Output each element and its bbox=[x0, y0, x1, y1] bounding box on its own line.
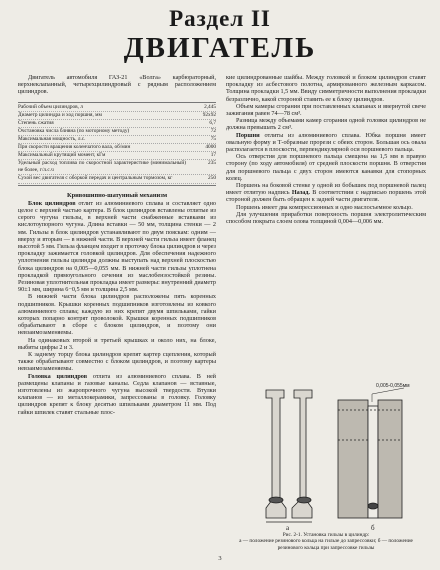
spec-row bbox=[18, 175, 216, 183]
spec-label: Очстановка числа блнвна (по моторному методу) bbox=[18, 127, 130, 134]
lead-pistons: Поршни bbox=[236, 131, 260, 139]
paragraph-mark bbox=[226, 182, 426, 204]
paragraph-pin-offset: Ось отверстия для поршневого пальца смещена на 1,5 мм в правую сторону (по ходу автомобиля) от средней плоскости поршня. В отверстия для поршневого пальца с двух сторон имеются канавки для стопорных колец. bbox=[226, 153, 426, 182]
liner-a-drawing bbox=[266, 390, 312, 522]
paragraph-washers: кие цилиндрованные шайбы. Между головкой и блоком цилиндров ставят прокладку из асбестового полотна, армированного железным каркасом. Толщина прокладки 1,5 мм. Ввиду симметричности выполнения прокладки безразлично, какой стороной ставить ее к блоку цилиндров. bbox=[226, 74, 426, 103]
figure-label-b: б bbox=[371, 524, 375, 532]
spec-value: 75 bbox=[210, 135, 216, 142]
spec-value: 235 bbox=[208, 160, 216, 167]
spec-label: Степень сжатия bbox=[18, 119, 54, 126]
spec-row bbox=[18, 112, 216, 120]
spec-value: 250 bbox=[208, 175, 216, 182]
paragraph-bearings: В нижней части блока цилиндров расположены пять коренных подшипников. Крышки коренных подшипников изготовлены из ковкого алюминиевого сплава; каждую из них крепят двумя шпильками, гайки которых попарно контрят проволокой. Крышки коренных подшипников обрабатывают в сборе с блоком цилиндров, и поэтому они невзаимозаменяемы. bbox=[18, 293, 216, 337]
subheading-crank: Кривошипно-шатунный механизм bbox=[66, 191, 168, 199]
spec-label: Удельный расход топлива по скоростной характеристике (минимальный) не более, г/л.с.ч bbox=[18, 160, 186, 174]
lead-head: Головка цилиндров bbox=[28, 372, 88, 380]
spec-label: Максимальная мощность, л.с. bbox=[18, 135, 86, 142]
spec-label: При скорости вращения коленчатого вала, об/мин bbox=[18, 144, 131, 151]
page-number: 3 bbox=[218, 555, 222, 562]
spec-value: 2,445 bbox=[204, 103, 216, 110]
paragraph-pistons bbox=[226, 132, 426, 154]
section-title: Раздел II bbox=[169, 6, 271, 31]
spec-label: Сухой вес двигателя с оборкой передач и центральным тормозом, кг bbox=[18, 175, 173, 182]
paragraph-caps: На одинаковых второй и третьей крышках и около них, на блоке, выбиты цифры 2 и 3. bbox=[18, 336, 216, 351]
left-column bbox=[18, 74, 216, 416]
spec-row bbox=[18, 104, 216, 112]
paragraph-chamber: Объем камеры сгорания при поставленных клапанах и ввернутой свече зажигания равен 74—78 см³. bbox=[226, 102, 426, 118]
spec-row bbox=[18, 128, 216, 136]
paragraph-chamber-diff: Разница между объемами камер сгорания одной головки цилиндров не должна превышать 2 см³. bbox=[226, 117, 426, 132]
paragraph-tin: Для улучшения приработки поверхность поршня электролитическим способом покрыта слоем олова толщиной 0,004—0,006 мм. bbox=[226, 210, 426, 226]
paragraph-block-text: отлит из алюминиевого сплава и составляет одно целое с верхней частью картера. В блок цилиндров вставлены отлитые из серого чугуна гильзы, в верхней части снабженные вставками из кислотоупорного чугуна. Длина вставки — 50 мм, толщина стенки — 2 мм. Гильзы в блок цилиндров устанавливают по двум пояскам: одним — вверху и вторым — в нижней части. В верхней части гильза имеет фланец высотой 5 мм. Гильза фланцем входит в проточку блока цилиндров и через прокладку зажимается головкой цилиндров. Для обеспечения надежного уплотнения гильзы цилиндра должны выступать над верхней плоскостью блока цилиндров на 0,005—0,055 мм. В нижней части гильзы уплотнена прокладкой прямоугольного сечения из маслобензостойкой резины. Резиновая уплотнительная прокладка имеет размеры: внутренний диаметр 90±1 мм, ширина 6−0,5 мм и толщина 2,5 мм. bbox=[18, 199, 216, 294]
spec-value: 4000 bbox=[205, 144, 216, 151]
figure-tolerance-label: 0,005-0,055мм bbox=[376, 383, 410, 389]
spec-label: Максимальный крутящий момент, кГм bbox=[18, 152, 106, 159]
spec-table bbox=[18, 102, 216, 186]
paragraph-head bbox=[18, 373, 216, 416]
lead-nazad: Назад. bbox=[291, 189, 310, 197]
paragraph-head-text: отлита из алюминиевого сплава. В ней размещены клапаны и газовые каналы. Седла клапанов — вставные, изготовлены из жаропрочного чугуна высокой твердости. Втулки клапанов — из металлокерамики, запрессованы в головку. Головку цилиндров крепят к блоку десятью шпильками диаметром 11 мм. Под гайки шпилек ставят стальные плос- bbox=[18, 372, 216, 416]
spec-row bbox=[18, 160, 216, 175]
spec-label: Диаметр цилиндра и ход поршня, мм bbox=[18, 111, 102, 118]
spec-value: 72 bbox=[210, 127, 216, 134]
spec-row bbox=[18, 120, 216, 128]
paragraph-block bbox=[18, 200, 216, 294]
intro-paragraph: Двигатель автомобиля ГАЗ-21 «Волга» карбюраторный, верхнеклапанный, четырехцилиндровый с рядным расположением цилиндров. bbox=[18, 74, 216, 96]
figure-caption bbox=[226, 532, 426, 551]
lead-block: Блок цилиндров bbox=[28, 199, 76, 207]
spec-value: 92х92 bbox=[202, 111, 216, 118]
liner-b-drawing bbox=[338, 388, 404, 518]
chapter-title: ДВИГАТЕЛЬ bbox=[123, 32, 317, 64]
paragraph-pistons-text: отлиты из алюминиевого сплава. Юбка поршня имеет овальную форму и Т-образные прорези с обеих сторон. Большая ось овала располагается в плоскости, перпендикулярной оси поршневого пальца. bbox=[226, 131, 427, 154]
spec-row bbox=[18, 144, 216, 152]
figure-caption-title: Рис. 2-1. Установка гильзы в цилиндр: bbox=[282, 532, 370, 538]
figure-liner bbox=[226, 380, 426, 532]
spec-value: 17 bbox=[210, 152, 216, 159]
spec-label: Рабочий объем цилиндров, л bbox=[18, 103, 83, 110]
paragraph-rings: Поршень имеет два компрессионных и одно маслосъемное кольцо. bbox=[236, 203, 413, 211]
spec-row bbox=[18, 136, 216, 144]
spec-value: 6,7 bbox=[209, 119, 216, 126]
paragraph-mark-a: Поршень на боковой стенке у одной из бобышек под поршневой палец имеет отлитую надпись bbox=[226, 182, 426, 197]
paragraph-clutch: К заднему торцу блока цилиндров крепят картер сцепления, который также обрабатывают совместно с блоком цилиндров, и поэтому картеры невзаимозаменяемы. bbox=[18, 351, 216, 373]
paragraph-mark-b: В соответствии с надписью поршень этой стороной должен быть обращен к задней части двигателя. bbox=[226, 189, 427, 204]
figure-label-a: а bbox=[286, 524, 290, 532]
right-column bbox=[226, 74, 426, 225]
figure-caption-text: а — положение резинового кольца на гильзе до запрессовки; б — положение резинового кольца при запрессовке гильзы bbox=[239, 538, 413, 551]
